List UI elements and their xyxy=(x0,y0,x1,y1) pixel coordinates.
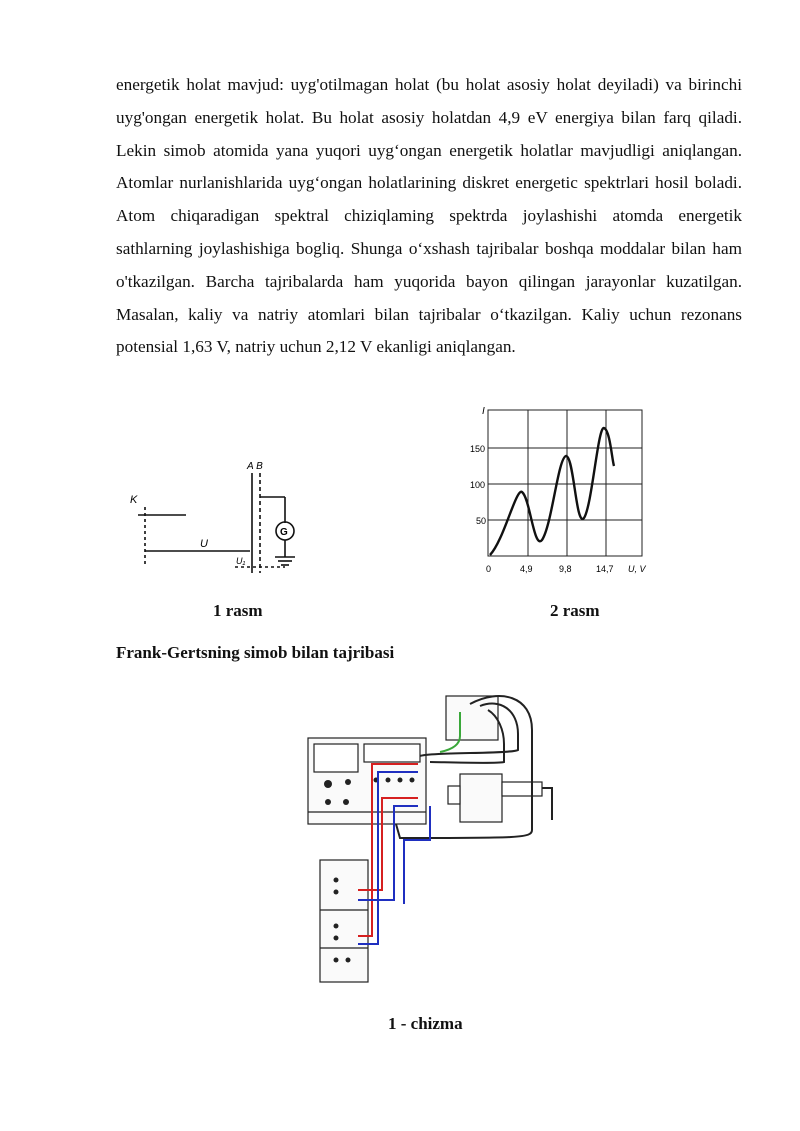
x-tick-14-7: 14,7 xyxy=(596,564,614,574)
x-tick-4-9: 4,9 xyxy=(520,564,533,574)
label-u: U xyxy=(200,538,208,550)
figure-3-caption: 1 - chizma xyxy=(388,1014,463,1033)
y-tick-150: 150 xyxy=(470,444,486,454)
section-title: Frank-Gertsning simob bilan tajribasi xyxy=(116,643,395,662)
x-axis-label: U, V xyxy=(628,564,646,574)
label-k: K xyxy=(130,494,138,506)
label-ab: A B xyxy=(247,461,263,472)
body-paragraph: energetik holat mavjud: uyg'otilmagan holat (bu holat asosiy holat deyiladi) va birinchi uyg'ongan energetik holat. Bu holat asosiy holatdan 4,9 eV energiya bilan farq qiladi. Lekin simob atomida yana yuqori uyg‘ongan energetik holatlar mavjudligi aniqlangan. Atomlar nurlanishlarida uyg‘ongan holatlarining diskret energetic spektrlari hosil boladi. Atom chiqaradigan spektral chiziqlaming spektrda joylashishi atomda energetik sathlarning joylashishiga bogliq. Shunga o‘xshash tajribalar boshqa moddalar bilan ham o'tkazilgan. Barcha tajribalarda ham yuqorida bayon qilingan jarayonlar kuzatilgan. Masalan, kaliy va natriy atomlari bilan tajribalar o‘tkazilgan. Kaliy uchun rezonans potensial 1,63 V, natriy uchun 2,12 V ekanligi aniqlangan. xyxy=(116,75,742,357)
x-tick-9-8: 9,8 xyxy=(559,564,572,574)
label-u1: U₁ xyxy=(236,556,246,566)
x-tick-0: 0 xyxy=(486,564,492,574)
figure-1-caption: 1 rasm xyxy=(213,601,263,620)
i-v-curve xyxy=(490,428,614,555)
figure-3-apparatus xyxy=(300,690,560,990)
figure-2-chart xyxy=(470,400,670,580)
y-tick-50: 50 xyxy=(476,516,487,526)
figure-1-schematic xyxy=(120,455,320,580)
y-axis-label: I xyxy=(482,406,485,417)
y-tick-100: 100 xyxy=(470,480,486,490)
figure-2-caption: 2 rasm xyxy=(550,601,600,620)
label-g: G xyxy=(280,527,288,538)
